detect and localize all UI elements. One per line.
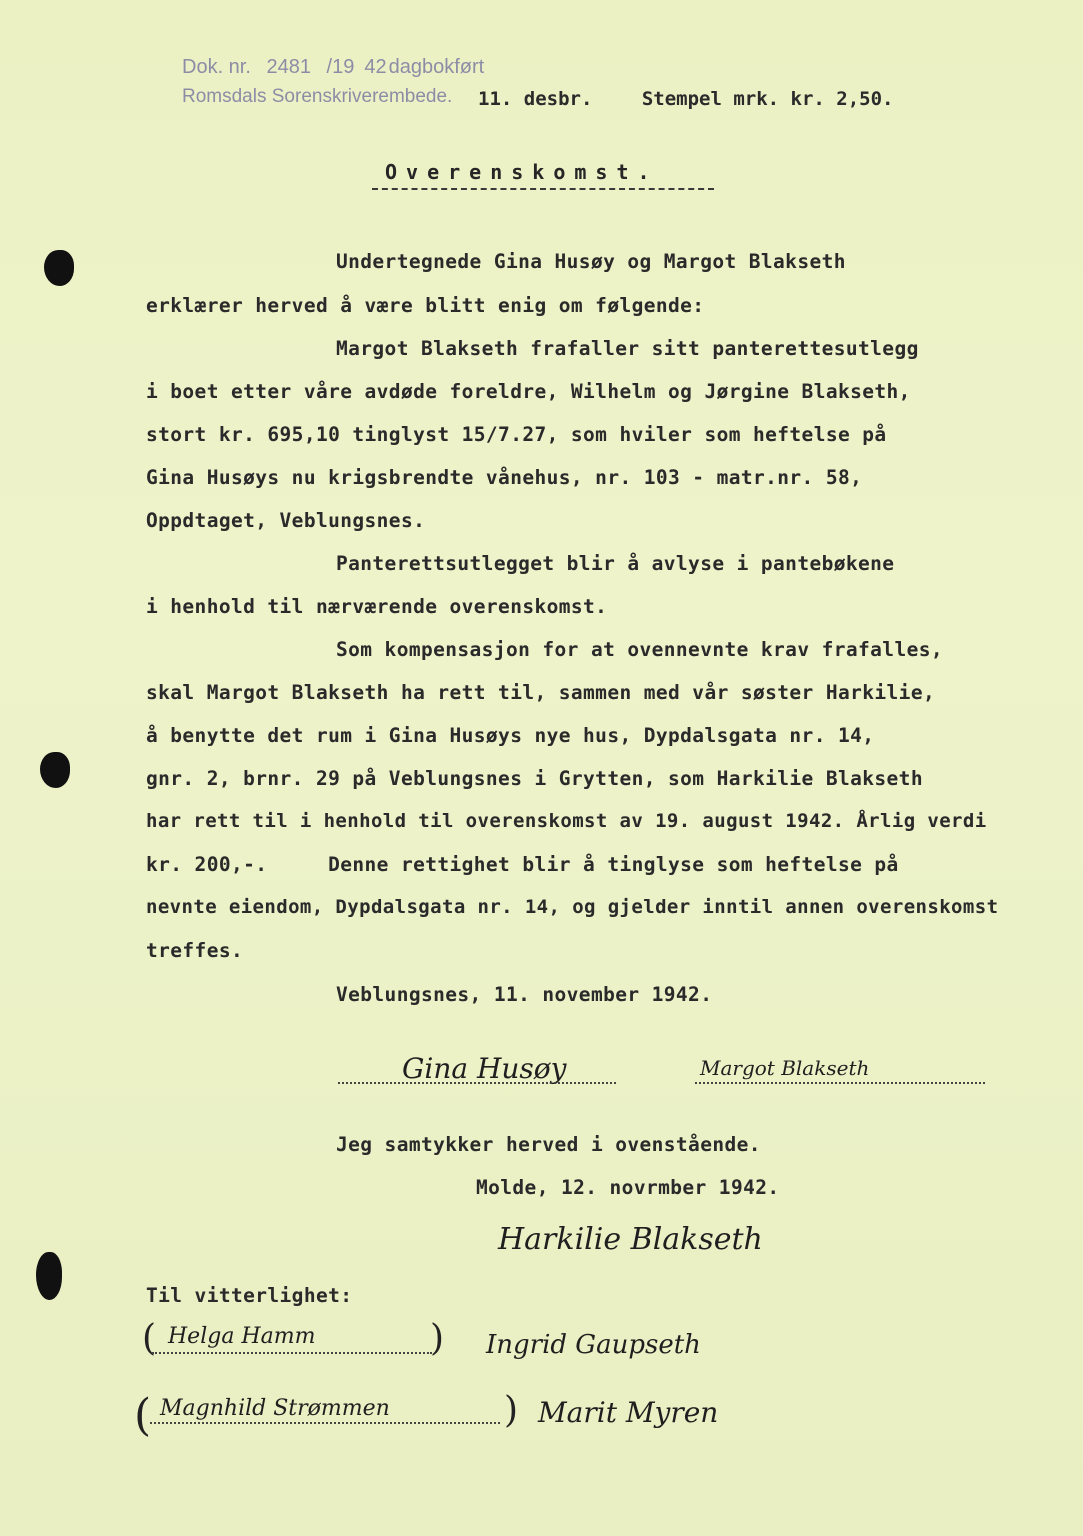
- body-line: Oppdtaget, Veblungsnes.: [146, 509, 426, 532]
- body-line: erklærer herved å være blitt enig om følgende:: [146, 294, 705, 317]
- body-line: Gina Husøys nu krigsbrendte vånehus, nr. 103 - matr.nr. 58,: [146, 466, 863, 489]
- body-line: stort kr. 695,10 tinglyst 15/7.27, som hviler som heftelse på: [146, 423, 887, 446]
- witness-label: Til vitterlighet:: [146, 1284, 353, 1307]
- punch-hole-1: [44, 250, 74, 286]
- witness-ingrid: Ingrid Gaupseth: [486, 1330, 701, 1360]
- body-line: å benytte det rum i Gina Husøys nye hus, Dypdalsgata nr. 14,: [146, 724, 875, 747]
- witness-magnhild: Magnhild Strømmen: [160, 1396, 390, 1421]
- body-line: har rett til i henhold til overenskomst av 19. august 1942. Årlig verdi: [146, 810, 987, 832]
- body-line: skal Margot Blakseth ha rett til, sammen med vår søster Harkilie,: [146, 681, 936, 704]
- punch-hole-2: [40, 752, 70, 788]
- signature-line: [695, 1082, 985, 1084]
- dok-number: 2481: [266, 56, 311, 78]
- office-name: Romsdals Sorenskriverembede.: [182, 86, 453, 107]
- typed-header: [478, 88, 932, 110]
- title-underline: [372, 188, 714, 190]
- signature-gina: Gina Husøy: [402, 1052, 567, 1085]
- witness-line: [150, 1422, 500, 1424]
- body-line: nevnte eiendom, Dypdalsgata nr. 14, og gjelder inntil annen overenskomst: [146, 896, 999, 918]
- place-date: Veblungsnes, 11. november 1942.: [336, 983, 713, 1006]
- signature-margot: Margot Blakseth: [700, 1056, 870, 1080]
- year-suffix: 42: [364, 56, 387, 78]
- body-line: gnr. 2, brnr. 29 på Veblungsnes i Grytten, som Harkilie Blakseth: [146, 767, 923, 790]
- punch-hole-3: [36, 1252, 62, 1300]
- body-line: treffes.: [146, 939, 244, 962]
- signature-harkilie: Harkilie Blakseth: [498, 1222, 763, 1257]
- office-stamp: [182, 86, 462, 108]
- stamp-fee: Stempel mrk. kr. 2,50.: [641, 88, 894, 110]
- body-line: Panterettsutlegget blir å avlyse i pantebøkene: [336, 552, 895, 575]
- witness-close-paren: ): [430, 1318, 445, 1359]
- document-title: Overenskomst.: [385, 160, 659, 184]
- header-date: 11. desbr.: [478, 88, 593, 110]
- witness-line: [152, 1352, 432, 1354]
- witness-close-paren: ): [504, 1390, 519, 1431]
- body-line: Undertegnede Gina Husøy og Margot Blakseth: [336, 250, 846, 273]
- dok-label: Dok. nr.: [182, 56, 251, 78]
- year-prefix: /19: [326, 56, 355, 78]
- consent-date: Molde, 12. novrmber 1942.: [476, 1176, 780, 1199]
- dagbokfort-label: dagbokført: [388, 56, 485, 78]
- witness-open-paren: (: [142, 1318, 157, 1359]
- body-line: kr. 200,-. Denne rettighet blir å tinglyse som heftelse på: [146, 853, 899, 876]
- signature-line: [338, 1082, 616, 1084]
- body-line: i henhold til nærværende overenskomst.: [146, 595, 608, 618]
- registration-stamp: [182, 56, 494, 79]
- body-line: Som kompensasjon for at ovennevnte krav frafalles,: [336, 638, 943, 661]
- body-line: Margot Blakseth frafaller sitt panterettesutlegg: [336, 337, 919, 360]
- witness-marit: Marit Myren: [538, 1396, 719, 1429]
- body-line: i boet etter våre avdøde foreldre, Wilhelm og Jørgine Blakseth,: [146, 380, 911, 403]
- witness-helga: Helga Hamm: [168, 1324, 316, 1349]
- witness-open-paren: (: [134, 1390, 152, 1441]
- consent-text: Jeg samtykker herved i ovenstående.: [336, 1133, 761, 1156]
